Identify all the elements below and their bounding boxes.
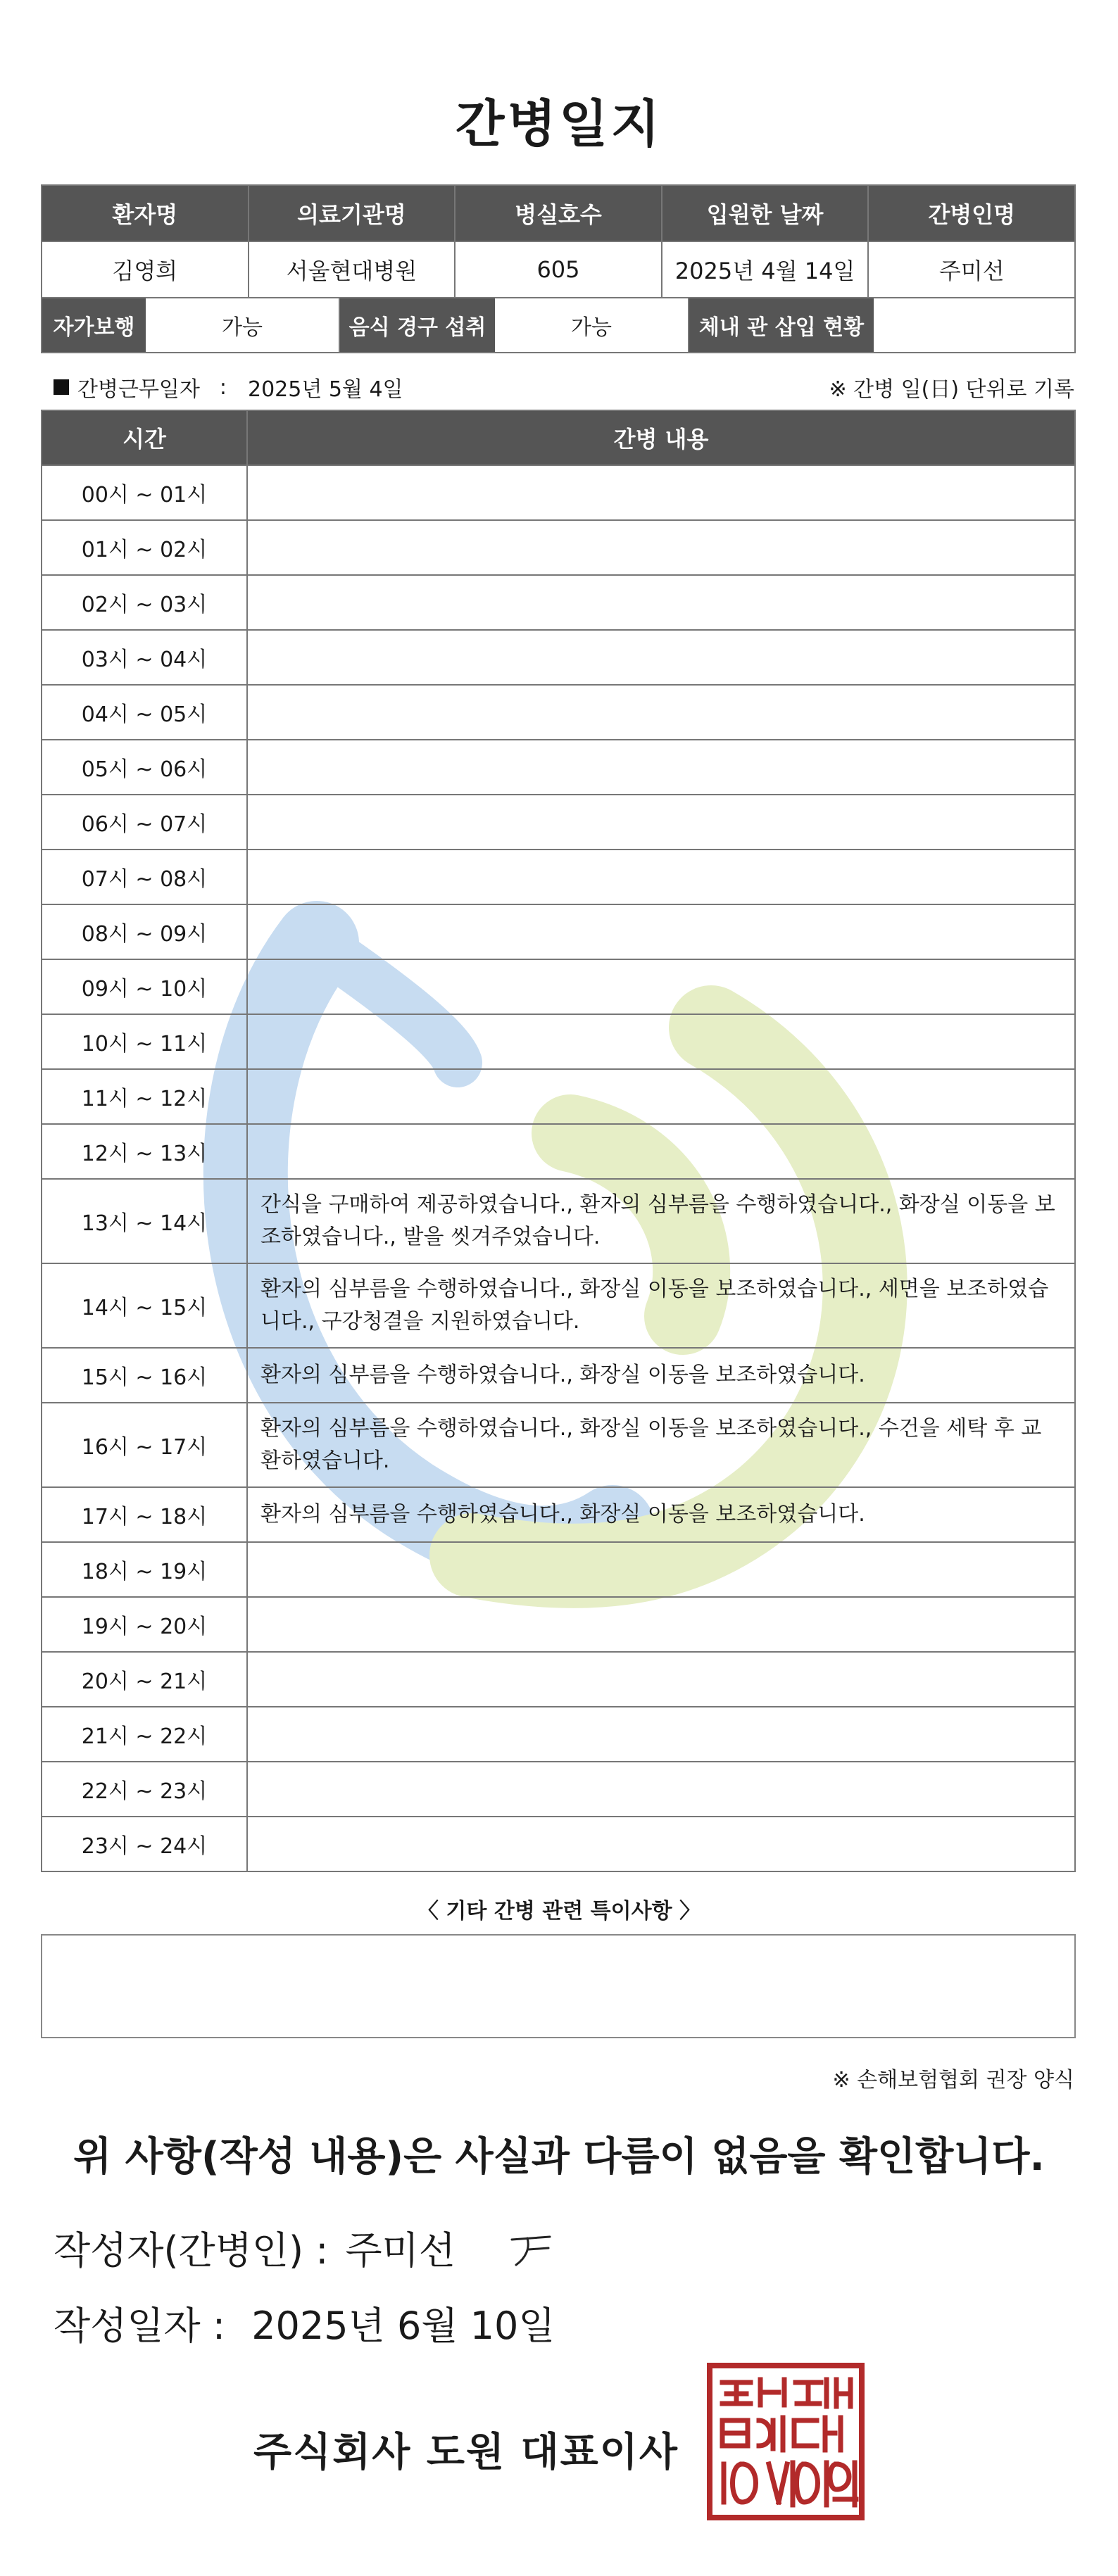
care-content-cell xyxy=(247,520,1075,575)
time-cell: 17시 ~ 18시 xyxy=(42,1487,247,1542)
hospital-name-value: 서울현대병원 xyxy=(249,241,456,298)
time-cell: 23시 ~ 24시 xyxy=(42,1817,247,1871)
table-row xyxy=(42,959,1075,1014)
care-content-cell: 환자의 심부름을 수행하였습니다., 화장실 이동을 보조하였습니다., 세면을 보조하였습니다., 구강청결을 지원하였습니다. xyxy=(247,1263,1075,1348)
table-row xyxy=(42,1179,1075,1263)
table-row xyxy=(42,465,1075,520)
content-header: 간병 내용 xyxy=(247,410,1075,465)
table-row xyxy=(42,1403,1075,1487)
room-number-value: 605 xyxy=(455,241,662,298)
device-label: 체내 관 삽입 현황 xyxy=(689,298,874,352)
admission-date-header: 입원한 날짜 xyxy=(662,185,869,241)
work-date-value: 2025년 5월 4일 xyxy=(248,377,403,402)
oral-intake-label: 음식 경구 섭취 xyxy=(340,298,495,352)
table-row xyxy=(42,1069,1075,1124)
patient-info-value-row xyxy=(42,241,1075,298)
time-cell: 12시 ~ 13시 xyxy=(42,1124,247,1179)
care-log-table xyxy=(41,410,1076,1872)
table-row xyxy=(42,520,1075,575)
table-row xyxy=(42,685,1075,740)
time-cell: 10시 ~ 11시 xyxy=(42,1014,247,1069)
time-cell: 02시 ~ 03시 xyxy=(42,575,247,630)
table-row xyxy=(42,1542,1075,1597)
care-content-cell xyxy=(247,1014,1075,1069)
patient-info-table xyxy=(41,184,1076,298)
time-cell: 04시 ~ 05시 xyxy=(42,685,247,740)
written-date-label: 작성일자 : xyxy=(54,2304,226,2348)
time-header: 시간 xyxy=(42,410,247,465)
time-cell: 09시 ~ 10시 xyxy=(42,959,247,1014)
care-content-cell xyxy=(247,1124,1075,1179)
caregiver-name-value: 주미선 xyxy=(868,241,1075,298)
caregiver-name-header: 간병인명 xyxy=(868,185,1075,241)
time-cell: 00시 ~ 01시 xyxy=(42,465,247,520)
time-cell: 20시 ~ 21시 xyxy=(42,1652,247,1707)
table-row xyxy=(42,1597,1075,1652)
care-content-cell: 간식을 구매하여 제공하였습니다., 환자의 심부름을 수행하였습니다., 화장실 이동을 보조하였습니다., 발을 씻겨주었습니다. xyxy=(247,1179,1075,1263)
time-cell: 13시 ~ 14시 xyxy=(42,1179,247,1263)
time-cell: 16시 ~ 17시 xyxy=(42,1403,247,1487)
table-row xyxy=(42,1762,1075,1817)
table-row xyxy=(42,1652,1075,1707)
admission-date-value: 2025년 4월 14일 xyxy=(662,241,869,298)
table-row xyxy=(42,1014,1075,1069)
time-cell: 06시 ~ 07시 xyxy=(42,795,247,850)
time-cell: 14시 ~ 15시 xyxy=(42,1263,247,1348)
handwritten-signature xyxy=(506,2227,570,2269)
time-cell: 22시 ~ 23시 xyxy=(42,1762,247,1817)
writer-label: 작성자(간병인) : xyxy=(54,2228,329,2273)
table-row xyxy=(42,795,1075,850)
table-row xyxy=(42,575,1075,630)
company-representative: 주식회사 도원 대표이사 xyxy=(253,2430,679,2475)
written-date-value: 2025년 6월 10일 xyxy=(251,2304,555,2348)
care-content-cell xyxy=(247,1542,1075,1597)
device-value xyxy=(874,298,1074,352)
table-row xyxy=(42,1707,1075,1762)
time-cell: 19시 ~ 20시 xyxy=(42,1597,247,1652)
time-cell: 05시 ~ 06시 xyxy=(42,740,247,795)
care-content-cell xyxy=(247,630,1075,685)
table-row xyxy=(42,630,1075,685)
patient-name-header: 환자명 xyxy=(42,185,249,241)
care-content-cell: 환자의 심부름을 수행하였습니다., 화장실 이동을 보조하였습니다., 수건을 세탁 후 교환하였습니다. xyxy=(247,1403,1075,1487)
care-content-cell xyxy=(247,740,1075,795)
confirmation-statement: 위 사항(작성 내용)은 사실과 다름이 없음을 확인합니다. xyxy=(73,2134,1045,2180)
care-content-cell xyxy=(247,904,1075,959)
care-content-cell xyxy=(247,1069,1075,1124)
insurance-note: ※ 손해보험협회 권장 양식 xyxy=(832,2068,1074,2092)
care-content-cell xyxy=(247,1762,1075,1817)
table-row xyxy=(42,1124,1075,1179)
care-content-cell xyxy=(247,465,1075,520)
patient-status-row xyxy=(41,297,1076,353)
care-content-cell xyxy=(247,959,1075,1014)
table-row xyxy=(42,1348,1075,1403)
care-content-cell: 환자의 심부름을 수행하였습니다., 화장실 이동을 보조하였습니다. xyxy=(247,1487,1075,1542)
hospital-name-header: 의료기관명 xyxy=(249,185,456,241)
care-content-cell xyxy=(247,1597,1075,1652)
oral-intake-value: 가능 xyxy=(495,298,689,352)
page-title: 간병일지 xyxy=(455,94,663,153)
table-row xyxy=(42,1263,1075,1348)
time-cell: 11시 ~ 12시 xyxy=(42,1069,247,1124)
square-bullet-icon xyxy=(54,379,69,395)
table-row xyxy=(42,1817,1075,1871)
writer-name: 주미선 xyxy=(345,2228,456,2273)
self-care-value: 가능 xyxy=(146,298,340,352)
time-cell: 08시 ~ 09시 xyxy=(42,904,247,959)
written-date-line xyxy=(54,2296,555,2350)
care-content-cell xyxy=(247,1652,1075,1707)
company-seal-stamp xyxy=(705,2361,866,2522)
room-number-header: 병실호수 xyxy=(455,185,662,241)
care-content-cell xyxy=(247,795,1075,850)
patient-name-value: 김영희 xyxy=(42,241,249,298)
self-care-label: 자가보행 xyxy=(42,298,146,352)
table-row xyxy=(42,904,1075,959)
care-log-header-row xyxy=(42,410,1075,465)
time-cell: 07시 ~ 08시 xyxy=(42,850,247,904)
time-cell: 21시 ~ 22시 xyxy=(42,1707,247,1762)
table-row xyxy=(42,850,1075,904)
work-date-label: 간병근무일자 xyxy=(77,377,200,402)
care-content-cell xyxy=(247,685,1075,740)
care-content-cell xyxy=(247,1707,1075,1762)
patient-info-header-row xyxy=(42,185,1075,241)
time-cell: 01시 ~ 02시 xyxy=(42,520,247,575)
time-cell: 03시 ~ 04시 xyxy=(42,630,247,685)
care-content-cell: 환자의 심부름을 수행하였습니다., 화장실 이동을 보조하였습니다. xyxy=(247,1348,1075,1403)
table-row xyxy=(42,740,1075,795)
care-content-cell xyxy=(247,850,1075,904)
time-cell: 18시 ~ 19시 xyxy=(42,1542,247,1597)
work-date-colon: : xyxy=(219,374,227,400)
special-notes-box xyxy=(41,1934,1076,2038)
time-cell: 15시 ~ 16시 xyxy=(42,1348,247,1403)
care-content-cell xyxy=(247,575,1075,630)
care-log-body xyxy=(42,465,1075,1871)
work-date-line xyxy=(54,372,403,403)
special-notes-title: 〈 기타 간병 관련 특이사항 〉 xyxy=(417,1899,701,1924)
unit-note: ※ 간병 일(日) 단위로 기록 xyxy=(829,377,1074,402)
table-row xyxy=(42,1487,1075,1542)
care-content-cell xyxy=(247,1817,1075,1871)
writer-line xyxy=(54,2221,570,2275)
